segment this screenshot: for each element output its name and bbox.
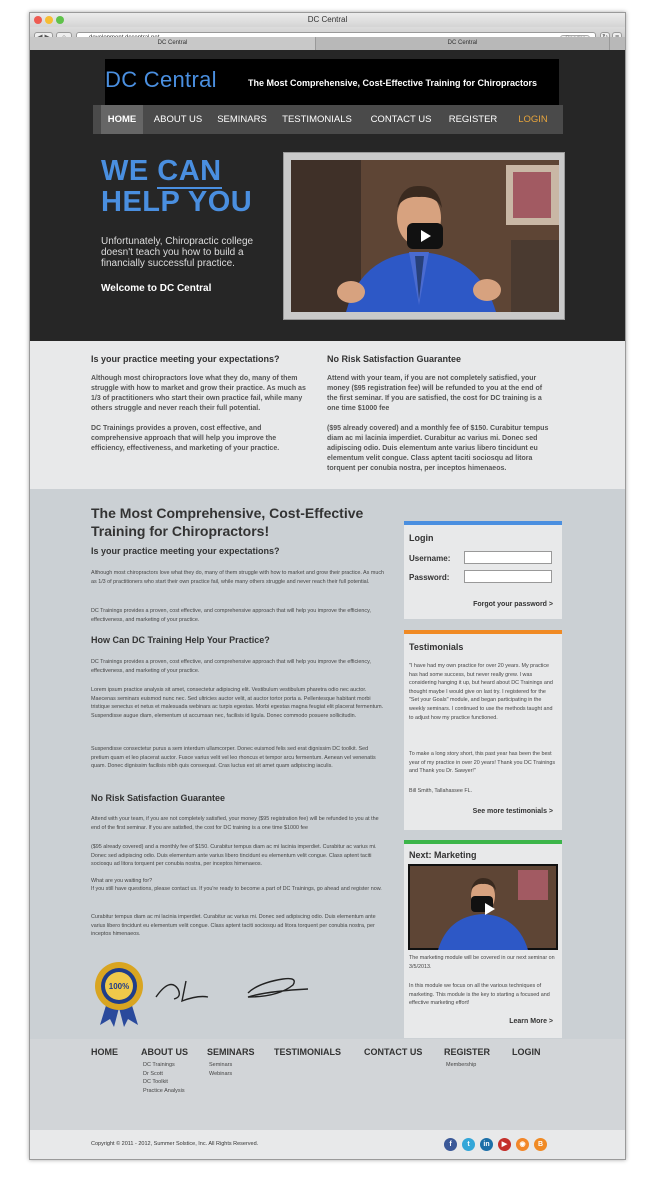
next-p1: The marketing module will be covered in our next seminar on 3/5/2013.: [409, 955, 555, 970]
nav-home[interactable]: HOME: [101, 105, 143, 134]
next-panel: [404, 840, 562, 1038]
tab-2[interactable]: DC Central: [316, 37, 610, 50]
footer-login[interactable]: LOGIN: [512, 1047, 541, 1057]
facebook-icon[interactable]: f: [444, 1138, 457, 1151]
footer-nav: [30, 1039, 625, 1130]
next-video[interactable]: [408, 864, 558, 950]
testimonial-p2: To make a long story short, this past year has been the best year of my practice in over 20 years! Thank you DC Trainings and Thank you Dr. Sawyer!": [409, 751, 556, 775]
main-title: The Most Comprehensive, Cost-Effective Training for Chiropractors!: [91, 505, 364, 539]
next-title: Next: Marketing: [409, 850, 477, 860]
heading-expectations: Is your practice meeting your expectations?: [91, 546, 280, 556]
hero-section: [30, 50, 625, 341]
hero-headline-emphasis: CAN: [157, 155, 222, 187]
site-tagline: The Most Comprehensive, Cost-Effective Training for Chiropractors: [248, 78, 538, 88]
nav-contact-us[interactable]: CONTACT US: [370, 114, 432, 125]
band-right-p2: ($95 already covered) and a monthly fee of $150. Curabitur tempus diam ac mi lacinia imperdiet. Curabitur ac varius mi. Donec sed adipiscing odio. Duis elementum ante varius libero tincidunt eu elementum velit congue. Class aptent taciti sociosqu ad litora torquent per conubia nostra, per inceptos himenaeos.: [327, 425, 549, 472]
intro-band: [30, 341, 625, 489]
heading-guarantee: No Risk Satisfaction Guarantee: [91, 793, 226, 803]
footer-seminar-links: [209, 1061, 232, 1078]
footer-about-us[interactable]: ABOUT US: [141, 1047, 188, 1057]
main-nav: [93, 105, 563, 134]
footer-link-practice-analysis[interactable]: Practice Analysis: [143, 1087, 185, 1094]
para-c3: What are you waiting for?: [91, 878, 153, 884]
testimonial-p1: "I have had my own practice for over 20 years. My practice has had some success, but never really grew. I was considering hanging it up, but heard about DC Trainings and thought maybe I would give on last try. I registered for the "Set your Goals" module, and began participating in the weekly seminars. I continued to use the methods taught and to adjust how my practice functioned.: [409, 663, 553, 721]
footer-home[interactable]: HOME: [91, 1047, 118, 1057]
password-label: Password:: [409, 573, 450, 582]
para-c1: Attend with your team, if you are not completely satisfied, your money ($95 registration fee) will be refunded to you at the end of the first seminar. If you are satisfied, the cost for DC training is a one time $1000 fee: [91, 816, 379, 831]
para-b3: Suspendisse consectetur purus a sem interdum ullamcorper. Donec euismod felis sed erat dignissim DC toolkit. Sed pretium quam et leo placerat auctor. Fusce varius velit vel leo rhoncus et tempor arcu fermentum. Aenean vel venenatis quam. Donec dignissim facilisis nibh quis consequat. Cras luctus est sit amet quam adipiscing iaculis.: [91, 746, 376, 770]
footer-link-webinars[interactable]: Webinars: [209, 1070, 233, 1077]
site-logo[interactable]: DC Central: [105, 67, 217, 92]
testimonials-title: Testimonials: [409, 642, 464, 652]
signature: [148, 967, 318, 1007]
browser-window: [29, 12, 626, 1160]
para-b2: Lorem ipsum practice analysis sit amet, consectetur adipiscing elit. Vestibulum vestibulum pharetra odio nec auctor. Maecenas seminars euismod nunc nec. Sed ultricies auctor velit, at auctor tortor porta a. Pellentesque habitant morbi tristique senectus et netus et malesuada webinars ac turpis egestas. Morbi egestas magna feugiat elit placerat fermentum. Suspendisse augue diam, elementum ut accumsan nec, facilisis id ligula. Donec commodo posuere sollicitudin.: [91, 687, 384, 719]
login-title: Login: [409, 533, 434, 543]
next-p2: In this module we focus on all the various techniques of marketing. This module is the key to starting a focused and effective marketing effort!: [409, 983, 550, 1007]
blog-icon[interactable]: B: [534, 1138, 547, 1151]
band-right-p1: Attend with your team, if you are not completely satisfied, your money ($95 registration fee) will be refunded to you at the end of the first seminar. If you are satisfied, the cost for DC training is a one time $1000 fee: [327, 375, 543, 412]
footer-contact-us[interactable]: CONTACT US: [364, 1047, 423, 1057]
forgot-password-link[interactable]: Forgot your password >: [473, 601, 553, 608]
tab-bar: [30, 37, 625, 50]
learn-more-link[interactable]: Learn More >: [509, 1018, 553, 1025]
login-panel: [404, 521, 562, 619]
rss-icon[interactable]: ◉: [516, 1138, 529, 1151]
copyright-bar: [30, 1130, 625, 1160]
youtube-icon[interactable]: ▶: [498, 1138, 511, 1151]
login-accent-bar: [404, 521, 562, 525]
nav-seminars[interactable]: SEMINARS: [217, 114, 267, 125]
testimonial-author: Bill Smith, Tallahassee FL.: [409, 788, 473, 794]
heading-how-can: How Can DC Training Help Your Practice?: [91, 635, 270, 645]
testimonials-accent-bar: [404, 630, 562, 634]
nav-login[interactable]: LOGIN: [518, 114, 548, 125]
twitter-icon[interactable]: t: [462, 1138, 475, 1151]
footer-link-membership[interactable]: Membership: [446, 1062, 477, 1068]
para-c2: ($95 already covered) and a monthly fee of $150. Curabitur tempus diam ac mi lacinia imperdiet. Curabitur ac varius mi. Donec sed adipiscing odio. Duis elementum ante varius libero tincidunt eu elementum velit congue. Class aptent taciti sociosqu ad litora torquent per conubia nostra, per inceptos himenaeos.: [91, 844, 377, 868]
band-left-title: Is your practice meeting your expectations?: [91, 354, 280, 364]
username-input[interactable]: [464, 551, 552, 564]
para-a1: Although most chiropractors love what they do, many of them struggle with how to market and grow their practice. As much as 1/3 of practitioners who start their own practice fail, while many others struggle and never reach their full potential.: [91, 570, 385, 585]
play-icon[interactable]: [407, 223, 443, 249]
copyright-text: Copyright © 2011 - 2012, Summer Solstice, Inc. All Rights Reserved.: [91, 1141, 259, 1147]
tab-1[interactable]: DC Central: [30, 37, 316, 50]
band-left-p2: DC Trainings provides a proven, cost effective, and comprehensive approach that will help you improve the efficiency, effectiveness, and marketing of your practice.: [91, 425, 280, 452]
footer-link-dc-toolkit[interactable]: DC Toolkit: [143, 1079, 168, 1085]
footer-link-dr-scott[interactable]: Dr Scott: [143, 1070, 163, 1077]
zoom-icon[interactable]: [56, 16, 64, 24]
password-input[interactable]: [464, 570, 552, 583]
footer-testimonials[interactable]: TESTIMONIALS: [274, 1047, 341, 1057]
guarantee-seal-icon: [90, 959, 150, 1029]
username-label: Username:: [409, 554, 451, 563]
nav-testimonials[interactable]: TESTIMONIALS: [282, 114, 352, 125]
next-play-icon[interactable]: [471, 896, 493, 912]
band-right-title: No Risk Satisfaction Guarantee: [327, 354, 462, 364]
minimize-icon[interactable]: [45, 16, 53, 24]
nav-about-us[interactable]: ABOUT US: [153, 114, 203, 125]
window-titlebar: [30, 13, 625, 27]
main-content: [30, 489, 625, 1039]
close-icon[interactable]: [34, 16, 42, 24]
footer-seminars[interactable]: SEMINARS: [207, 1047, 255, 1057]
footer-link-seminars[interactable]: Seminars: [209, 1062, 233, 1068]
hero-video[interactable]: [283, 152, 565, 320]
hero-headline: WE CAN HELP YOU: [101, 155, 253, 218]
band-left-p1: Although most chiropractors love what they do, many of them struggle with how to market and grow their practice. As much as 1/3 of practitioners who start their own practice fail, while many others struggle and never reach their full potential.: [91, 375, 306, 412]
footer-link-dc-trainings[interactable]: DC Trainings: [143, 1062, 175, 1068]
nav-register[interactable]: REGISTER: [448, 114, 498, 125]
footer-register[interactable]: REGISTER: [444, 1047, 491, 1057]
seal-text: 100%: [108, 982, 130, 991]
para-c5: Curabitur tempus diam ac mi lacinia imperdiet. Curabitur ac varius mi. Donec sed adipiscing odio. Duis elementum ante varius libero tincidunt eu elementum velit congue. Class aptent taciti sociosqu ad litora torquent per conubia nostra, per inceptos himenaeos.: [91, 914, 376, 938]
hero-welcome: Welcome to DC Central: [101, 283, 212, 294]
para-a2: DC Trainings provides a proven, cost effective, and comprehensive approach that will help you improve the efficiency, effectiveness, and marketing of your practice.: [91, 608, 371, 623]
testimonials-panel: [404, 630, 562, 830]
video-thumbnail: [291, 160, 559, 312]
para-b1: DC Trainings provides a proven, cost effective, and comprehensive approach that will help you improve the efficiency, effectiveness, and marketing of your practice.: [91, 659, 371, 674]
see-more-testimonials-link[interactable]: See more testimonials >: [472, 808, 553, 815]
window-title: DC Central: [307, 15, 348, 24]
para-c4: If you still have questions, please contact us. If you're ready to become a part of DC Trainings, go ahead and register now.: [91, 886, 382, 892]
footer-about-links: [143, 1061, 185, 1095]
next-accent-bar: [404, 840, 562, 844]
linkedin-icon[interactable]: in: [480, 1138, 493, 1151]
hero-subtext: Unfortunately, Chiropractic college doesn't teach you how to build a financially successful practice.: [101, 236, 254, 269]
